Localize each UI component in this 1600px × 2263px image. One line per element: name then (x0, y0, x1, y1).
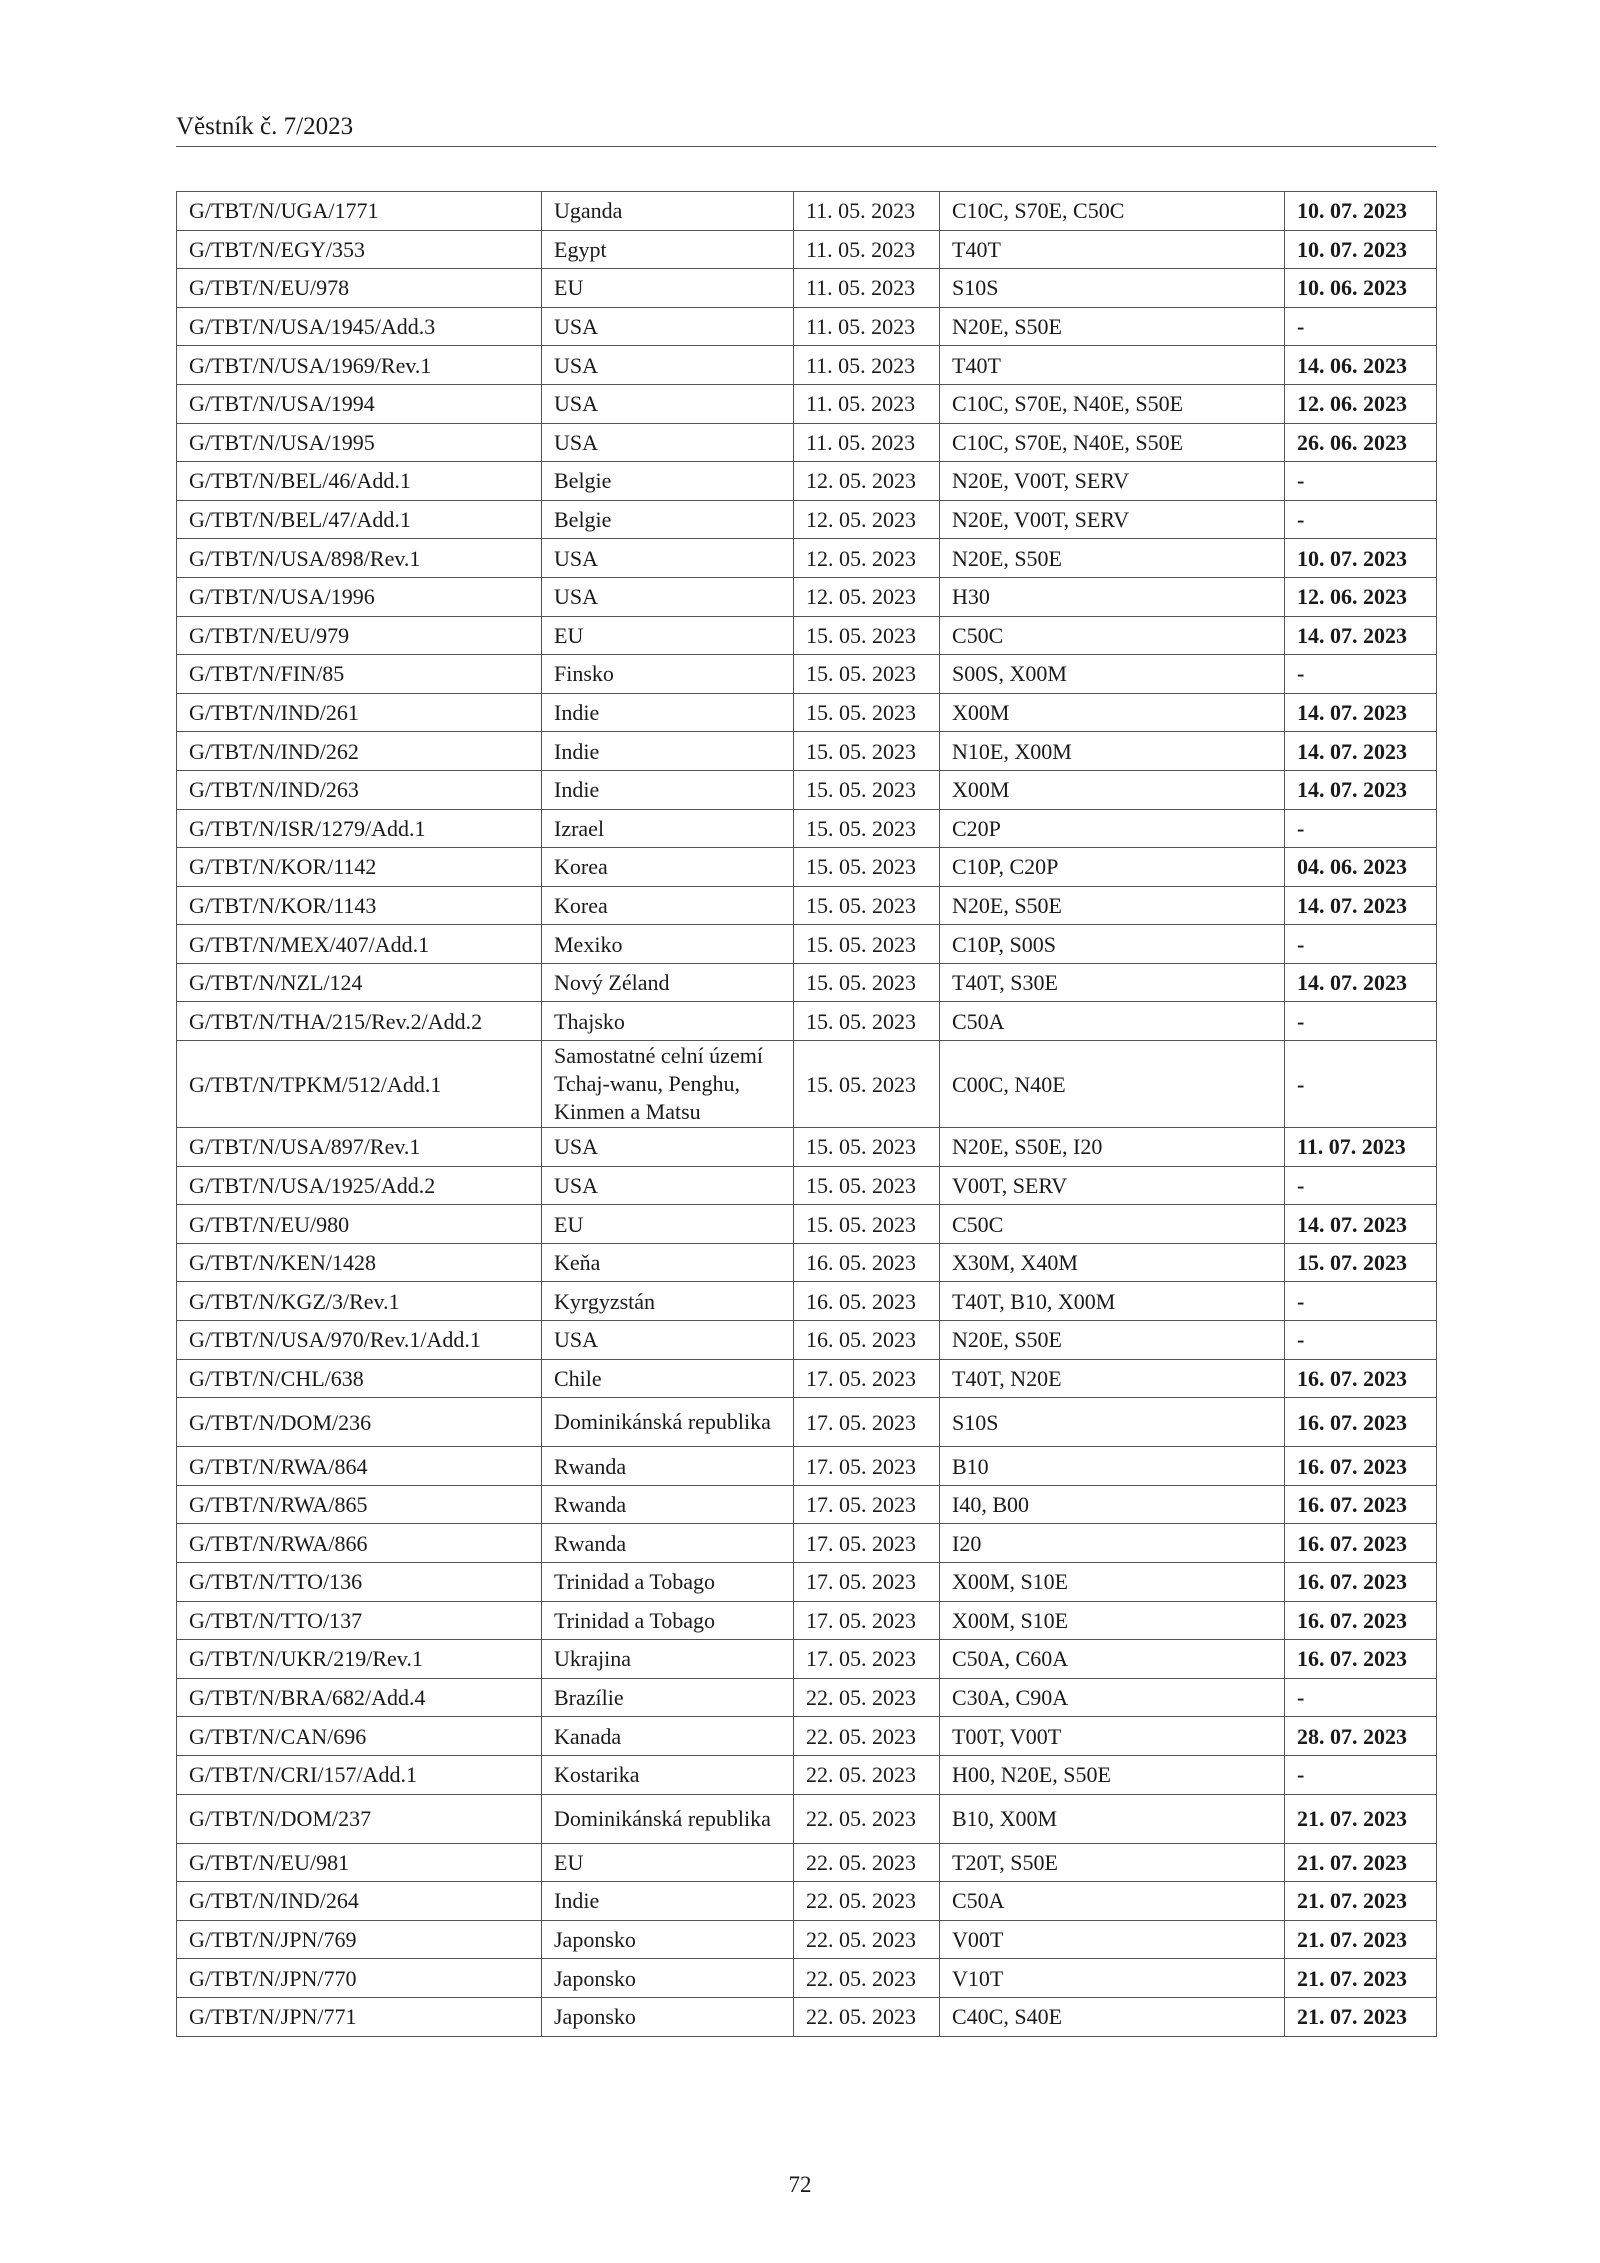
table-row (177, 1601, 1437, 1640)
code-cell: V00T, SERV (940, 1166, 1285, 1205)
code-cell: T40T (940, 346, 1285, 385)
notification-id-cell: G/TBT/N/DOM/236 (177, 1398, 542, 1447)
country-cell: USA (542, 577, 794, 616)
country-cell: Kostarika (542, 1755, 794, 1794)
country-cell: Korea (542, 886, 794, 925)
notification-id-cell: G/TBT/N/KGZ/3/Rev.1 (177, 1282, 542, 1321)
country-cell: EU (542, 616, 794, 655)
deadline-cell: 16. 07. 2023 (1285, 1398, 1437, 1447)
country-cell: Japonsko (542, 1959, 794, 1998)
code-cell: N20E, S50E (940, 307, 1285, 346)
table-row (177, 462, 1437, 501)
date-cell: 16. 05. 2023 (794, 1243, 940, 1282)
code-cell: T00T, V00T (940, 1717, 1285, 1756)
notification-id-cell: G/TBT/N/TTO/136 (177, 1563, 542, 1602)
deadline-cell: 14. 07. 2023 (1285, 886, 1437, 925)
country-cell: Finsko (542, 655, 794, 694)
deadline-cell: 21. 07. 2023 (1285, 1882, 1437, 1921)
date-cell: 12. 05. 2023 (794, 539, 940, 578)
notification-id-cell: G/TBT/N/MEX/407/Add.1 (177, 925, 542, 964)
date-cell: 16. 05. 2023 (794, 1282, 940, 1321)
notification-id-cell: G/TBT/N/USA/1994 (177, 384, 542, 423)
deadline-cell: 16. 07. 2023 (1285, 1563, 1437, 1602)
code-cell: S00S, X00M (940, 655, 1285, 694)
country-cell: Thajsko (542, 1002, 794, 1041)
country-cell: USA (542, 539, 794, 578)
notification-id-cell: G/TBT/N/UGA/1771 (177, 192, 542, 231)
table-row (177, 1041, 1437, 1128)
date-cell: 15. 05. 2023 (794, 925, 940, 964)
country-cell: Dominikánská republika (542, 1794, 794, 1843)
code-cell: B10 (940, 1447, 1285, 1486)
code-cell: C10P, S00S (940, 925, 1285, 964)
table-row (177, 307, 1437, 346)
table-row (177, 1717, 1437, 1756)
code-cell: S10S (940, 269, 1285, 308)
deadline-cell: 14. 07. 2023 (1285, 616, 1437, 655)
code-cell: N10E, X00M (940, 732, 1285, 771)
country-cell: Dominikánská republika (542, 1398, 794, 1447)
code-cell: T40T (940, 230, 1285, 269)
deadline-cell: - (1285, 655, 1437, 694)
date-cell: 12. 05. 2023 (794, 577, 940, 616)
table-row (177, 1997, 1437, 2036)
deadline-cell: 10. 07. 2023 (1285, 230, 1437, 269)
notification-id-cell: G/TBT/N/RWA/866 (177, 1524, 542, 1563)
date-cell: 22. 05. 2023 (794, 1678, 940, 1717)
table-row (177, 1359, 1437, 1398)
code-cell: X00M, S10E (940, 1601, 1285, 1640)
country-cell: USA (542, 384, 794, 423)
deadline-cell: 14. 07. 2023 (1285, 770, 1437, 809)
notification-id-cell: G/TBT/N/CRI/157/Add.1 (177, 1755, 542, 1794)
code-cell: I40, B00 (940, 1485, 1285, 1524)
deadline-cell: - (1285, 1166, 1437, 1205)
country-cell: Indie (542, 770, 794, 809)
deadline-cell: 15. 07. 2023 (1285, 1243, 1437, 1282)
deadline-cell: 21. 07. 2023 (1285, 1843, 1437, 1882)
notification-id-cell: G/TBT/N/TPKM/512/Add.1 (177, 1041, 542, 1128)
country-cell: Egypt (542, 230, 794, 269)
deadline-cell: 10. 07. 2023 (1285, 539, 1437, 578)
country-cell: EU (542, 1205, 794, 1244)
notification-id-cell: G/TBT/N/IND/261 (177, 693, 542, 732)
date-cell: 15. 05. 2023 (794, 1002, 940, 1041)
deadline-cell: 16. 07. 2023 (1285, 1485, 1437, 1524)
date-cell: 15. 05. 2023 (794, 848, 940, 887)
code-cell: H30 (940, 577, 1285, 616)
deadline-cell: - (1285, 307, 1437, 346)
code-cell: C10C, S70E, N40E, S50E (940, 423, 1285, 462)
deadline-cell: 12. 06. 2023 (1285, 577, 1437, 616)
date-cell: 15. 05. 2023 (794, 1205, 940, 1244)
code-cell: C40C, S40E (940, 1997, 1285, 2036)
deadline-cell: 21. 07. 2023 (1285, 1920, 1437, 1959)
date-cell: 22. 05. 2023 (794, 1997, 940, 2036)
table-row (177, 1282, 1437, 1321)
country-cell: Samostatné celní území Tchaj-wanu, Penghu, Kinmen a Matsu (542, 1041, 794, 1128)
date-cell: 15. 05. 2023 (794, 616, 940, 655)
deadline-cell: 14. 07. 2023 (1285, 1205, 1437, 1244)
code-cell: C50C (940, 616, 1285, 655)
table-row (177, 269, 1437, 308)
date-cell: 17. 05. 2023 (794, 1640, 940, 1679)
date-cell: 15. 05. 2023 (794, 809, 940, 848)
date-cell: 15. 05. 2023 (794, 1166, 940, 1205)
deadline-cell: 26. 06. 2023 (1285, 423, 1437, 462)
deadline-cell: 14. 07. 2023 (1285, 732, 1437, 771)
code-cell: V10T (940, 1959, 1285, 1998)
notification-id-cell: G/TBT/N/USA/1996 (177, 577, 542, 616)
notification-id-cell: G/TBT/N/KOR/1142 (177, 848, 542, 887)
deadline-cell: 16. 07. 2023 (1285, 1447, 1437, 1486)
notification-id-cell: G/TBT/N/EU/978 (177, 269, 542, 308)
code-cell: N20E, S50E, I20 (940, 1128, 1285, 1167)
date-cell: 15. 05. 2023 (794, 963, 940, 1002)
country-cell: Chile (542, 1359, 794, 1398)
notification-id-cell: G/TBT/N/CHL/638 (177, 1359, 542, 1398)
country-cell: Izrael (542, 809, 794, 848)
table-row (177, 1128, 1437, 1167)
deadline-cell: - (1285, 925, 1437, 964)
table-row (177, 1794, 1437, 1843)
table-row (177, 500, 1437, 539)
deadline-cell: 14. 06. 2023 (1285, 346, 1437, 385)
deadline-cell: - (1285, 809, 1437, 848)
code-cell: H00, N20E, S50E (940, 1755, 1285, 1794)
date-cell: 22. 05. 2023 (794, 1959, 940, 1998)
country-cell: Trinidad a Tobago (542, 1601, 794, 1640)
notification-id-cell: G/TBT/N/USA/1969/Rev.1 (177, 346, 542, 385)
code-cell: N20E, S50E (940, 1321, 1285, 1360)
country-cell: Trinidad a Tobago (542, 1563, 794, 1602)
notification-id-cell: G/TBT/N/KOR/1143 (177, 886, 542, 925)
country-cell: Rwanda (542, 1485, 794, 1524)
table-row (177, 1398, 1437, 1447)
table-row (177, 1882, 1437, 1921)
country-cell: USA (542, 1166, 794, 1205)
notifications-table (176, 191, 1437, 2037)
notification-id-cell: G/TBT/N/EU/979 (177, 616, 542, 655)
deadline-cell: - (1285, 1041, 1437, 1128)
code-cell: C50A, C60A (940, 1640, 1285, 1679)
deadline-cell: 12. 06. 2023 (1285, 384, 1437, 423)
page-header (176, 112, 1436, 147)
code-cell: X00M (940, 693, 1285, 732)
country-cell: Indie (542, 732, 794, 771)
table-row (177, 192, 1437, 231)
code-cell: T40T, B10, X00M (940, 1282, 1285, 1321)
notification-id-cell: G/TBT/N/USA/1945/Add.3 (177, 307, 542, 346)
table-row (177, 577, 1437, 616)
code-cell: V00T (940, 1920, 1285, 1959)
notification-id-cell: G/TBT/N/IND/264 (177, 1882, 542, 1921)
notification-id-cell: G/TBT/N/USA/1995 (177, 423, 542, 462)
notification-id-cell: G/TBT/N/JPN/770 (177, 1959, 542, 1998)
country-cell: Nový Zéland (542, 963, 794, 1002)
table-body (177, 192, 1437, 2037)
country-cell: Kyrgyzstán (542, 1282, 794, 1321)
code-cell: N20E, S50E (940, 886, 1285, 925)
deadline-cell: 21. 07. 2023 (1285, 1959, 1437, 1998)
table-row (177, 230, 1437, 269)
table-row (177, 1959, 1437, 1998)
notification-id-cell: G/TBT/N/ISR/1279/Add.1 (177, 809, 542, 848)
notification-id-cell: G/TBT/N/EU/981 (177, 1843, 542, 1882)
date-cell: 11. 05. 2023 (794, 423, 940, 462)
date-cell: 15. 05. 2023 (794, 1041, 940, 1128)
country-cell: Rwanda (542, 1447, 794, 1486)
deadline-cell: 14. 07. 2023 (1285, 693, 1437, 732)
date-cell: 11. 05. 2023 (794, 230, 940, 269)
table-row (177, 693, 1437, 732)
deadline-cell: 16. 07. 2023 (1285, 1601, 1437, 1640)
deadline-cell: 16. 07. 2023 (1285, 1640, 1437, 1679)
code-cell: T40T, S30E (940, 963, 1285, 1002)
code-cell: C20P (940, 809, 1285, 848)
code-cell: C50A (940, 1882, 1285, 1921)
code-cell: X30M, X40M (940, 1243, 1285, 1282)
table-row (177, 1485, 1437, 1524)
notification-id-cell: G/TBT/N/EU/980 (177, 1205, 542, 1244)
table-row (177, 848, 1437, 887)
deadline-cell: 21. 07. 2023 (1285, 1794, 1437, 1843)
table-row (177, 1920, 1437, 1959)
date-cell: 11. 05. 2023 (794, 307, 940, 346)
table-row (177, 1563, 1437, 1602)
notification-id-cell: G/TBT/N/DOM/237 (177, 1794, 542, 1843)
table-row (177, 423, 1437, 462)
deadline-cell: 10. 07. 2023 (1285, 192, 1437, 231)
deadline-cell: 16. 07. 2023 (1285, 1359, 1437, 1398)
country-cell: USA (542, 423, 794, 462)
country-cell: USA (542, 1128, 794, 1167)
deadline-cell: 16. 07. 2023 (1285, 1524, 1437, 1563)
date-cell: 11. 05. 2023 (794, 346, 940, 385)
date-cell: 22. 05. 2023 (794, 1755, 940, 1794)
table-row (177, 1447, 1437, 1486)
table-row (177, 384, 1437, 423)
date-cell: 22. 05. 2023 (794, 1920, 940, 1959)
date-cell: 22. 05. 2023 (794, 1882, 940, 1921)
code-cell: N20E, V00T, SERV (940, 500, 1285, 539)
notification-id-cell: G/TBT/N/IND/263 (177, 770, 542, 809)
deadline-cell: - (1285, 1002, 1437, 1041)
deadline-cell: 21. 07. 2023 (1285, 1997, 1437, 2036)
date-cell: 17. 05. 2023 (794, 1485, 940, 1524)
notification-id-cell: G/TBT/N/EGY/353 (177, 230, 542, 269)
date-cell: 15. 05. 2023 (794, 655, 940, 694)
notification-id-cell: G/TBT/N/IND/262 (177, 732, 542, 771)
table-row (177, 1205, 1437, 1244)
notification-id-cell: G/TBT/N/BRA/682/Add.4 (177, 1678, 542, 1717)
notification-id-cell: G/TBT/N/CAN/696 (177, 1717, 542, 1756)
table-row (177, 963, 1437, 1002)
date-cell: 15. 05. 2023 (794, 1128, 940, 1167)
table-row (177, 1002, 1437, 1041)
date-cell: 17. 05. 2023 (794, 1563, 940, 1602)
country-cell: Uganda (542, 192, 794, 231)
deadline-cell: 14. 07. 2023 (1285, 963, 1437, 1002)
date-cell: 15. 05. 2023 (794, 770, 940, 809)
code-cell: C00C, N40E (940, 1041, 1285, 1128)
country-cell: Brazílie (542, 1678, 794, 1717)
table-row (177, 616, 1437, 655)
date-cell: 17. 05. 2023 (794, 1601, 940, 1640)
date-cell: 16. 05. 2023 (794, 1321, 940, 1360)
table-row (177, 1243, 1437, 1282)
deadline-cell: 10. 06. 2023 (1285, 269, 1437, 308)
deadline-cell: - (1285, 1321, 1437, 1360)
notification-id-cell: G/TBT/N/NZL/124 (177, 963, 542, 1002)
deadline-cell: 04. 06. 2023 (1285, 848, 1437, 887)
notification-id-cell: G/TBT/N/USA/970/Rev.1/Add.1 (177, 1321, 542, 1360)
table-row (177, 1640, 1437, 1679)
deadline-cell: - (1285, 1678, 1437, 1717)
country-cell: Korea (542, 848, 794, 887)
country-cell: Rwanda (542, 1524, 794, 1563)
notification-id-cell: G/TBT/N/USA/898/Rev.1 (177, 539, 542, 578)
country-cell: Ukrajina (542, 1640, 794, 1679)
code-cell: C10C, S70E, C50C (940, 192, 1285, 231)
notification-id-cell: G/TBT/N/UKR/219/Rev.1 (177, 1640, 542, 1679)
country-cell: Belgie (542, 500, 794, 539)
country-cell: USA (542, 346, 794, 385)
deadline-cell: 28. 07. 2023 (1285, 1717, 1437, 1756)
date-cell: 17. 05. 2023 (794, 1398, 940, 1447)
table-row (177, 655, 1437, 694)
notification-id-cell: G/TBT/N/JPN/771 (177, 1997, 542, 2036)
notification-id-cell: G/TBT/N/KEN/1428 (177, 1243, 542, 1282)
code-cell: S10S (940, 1398, 1285, 1447)
code-cell: X00M, S10E (940, 1563, 1285, 1602)
code-cell: N20E, S50E (940, 539, 1285, 578)
date-cell: 11. 05. 2023 (794, 192, 940, 231)
notification-id-cell: G/TBT/N/JPN/769 (177, 1920, 542, 1959)
code-cell: T40T, N20E (940, 1359, 1285, 1398)
date-cell: 22. 05. 2023 (794, 1794, 940, 1843)
notification-id-cell: G/TBT/N/RWA/864 (177, 1447, 542, 1486)
code-cell: I20 (940, 1524, 1285, 1563)
country-cell: USA (542, 307, 794, 346)
code-cell: C10P, C20P (940, 848, 1285, 887)
table-row (177, 1166, 1437, 1205)
notification-id-cell: G/TBT/N/USA/1925/Add.2 (177, 1166, 542, 1205)
date-cell: 17. 05. 2023 (794, 1447, 940, 1486)
table-row (177, 1321, 1437, 1360)
page-title: Věstník č. 7/2023 (176, 113, 354, 140)
code-cell: N20E, V00T, SERV (940, 462, 1285, 501)
code-cell: C10C, S70E, N40E, S50E (940, 384, 1285, 423)
date-cell: 15. 05. 2023 (794, 886, 940, 925)
code-cell: C50C (940, 1205, 1285, 1244)
notification-id-cell: G/TBT/N/FIN/85 (177, 655, 542, 694)
table-row (177, 539, 1437, 578)
country-cell: Kanada (542, 1717, 794, 1756)
deadline-cell: - (1285, 462, 1437, 501)
page-number: 72 (788, 2172, 812, 2197)
country-cell: USA (542, 1321, 794, 1360)
country-cell: Belgie (542, 462, 794, 501)
table-row (177, 925, 1437, 964)
table-row (177, 732, 1437, 771)
table-row (177, 809, 1437, 848)
table-row (177, 346, 1437, 385)
deadline-cell: - (1285, 1282, 1437, 1321)
country-cell: Japonsko (542, 1920, 794, 1959)
date-cell: 17. 05. 2023 (794, 1524, 940, 1563)
country-cell: Mexiko (542, 925, 794, 964)
table-row (177, 1755, 1437, 1794)
country-cell: EU (542, 1843, 794, 1882)
date-cell: 22. 05. 2023 (794, 1843, 940, 1882)
country-cell: Indie (542, 693, 794, 732)
date-cell: 12. 05. 2023 (794, 462, 940, 501)
notification-id-cell: G/TBT/N/TTO/137 (177, 1601, 542, 1640)
table-row (177, 1524, 1437, 1563)
deadline-cell: - (1285, 1755, 1437, 1794)
date-cell: 12. 05. 2023 (794, 500, 940, 539)
table-row (177, 1678, 1437, 1717)
code-cell: C30A, C90A (940, 1678, 1285, 1717)
country-cell: Indie (542, 1882, 794, 1921)
code-cell: T20T, S50E (940, 1843, 1285, 1882)
table-row (177, 886, 1437, 925)
country-cell: EU (542, 269, 794, 308)
date-cell: 15. 05. 2023 (794, 693, 940, 732)
country-cell: Keňa (542, 1243, 794, 1282)
deadline-cell: - (1285, 500, 1437, 539)
table-row (177, 1843, 1437, 1882)
notification-id-cell: G/TBT/N/BEL/47/Add.1 (177, 500, 542, 539)
notification-id-cell: G/TBT/N/THA/215/Rev.2/Add.2 (177, 1002, 542, 1041)
code-cell: B10, X00M (940, 1794, 1285, 1843)
date-cell: 15. 05. 2023 (794, 732, 940, 771)
notification-id-cell: G/TBT/N/USA/897/Rev.1 (177, 1128, 542, 1167)
country-cell: Japonsko (542, 1997, 794, 2036)
date-cell: 22. 05. 2023 (794, 1717, 940, 1756)
deadline-cell: 11. 07. 2023 (1285, 1128, 1437, 1167)
code-cell: C50A (940, 1002, 1285, 1041)
notification-id-cell: G/TBT/N/BEL/46/Add.1 (177, 462, 542, 501)
notification-id-cell: G/TBT/N/RWA/865 (177, 1485, 542, 1524)
date-cell: 11. 05. 2023 (794, 269, 940, 308)
date-cell: 11. 05. 2023 (794, 384, 940, 423)
code-cell: X00M (940, 770, 1285, 809)
date-cell: 17. 05. 2023 (794, 1359, 940, 1398)
table-row (177, 770, 1437, 809)
